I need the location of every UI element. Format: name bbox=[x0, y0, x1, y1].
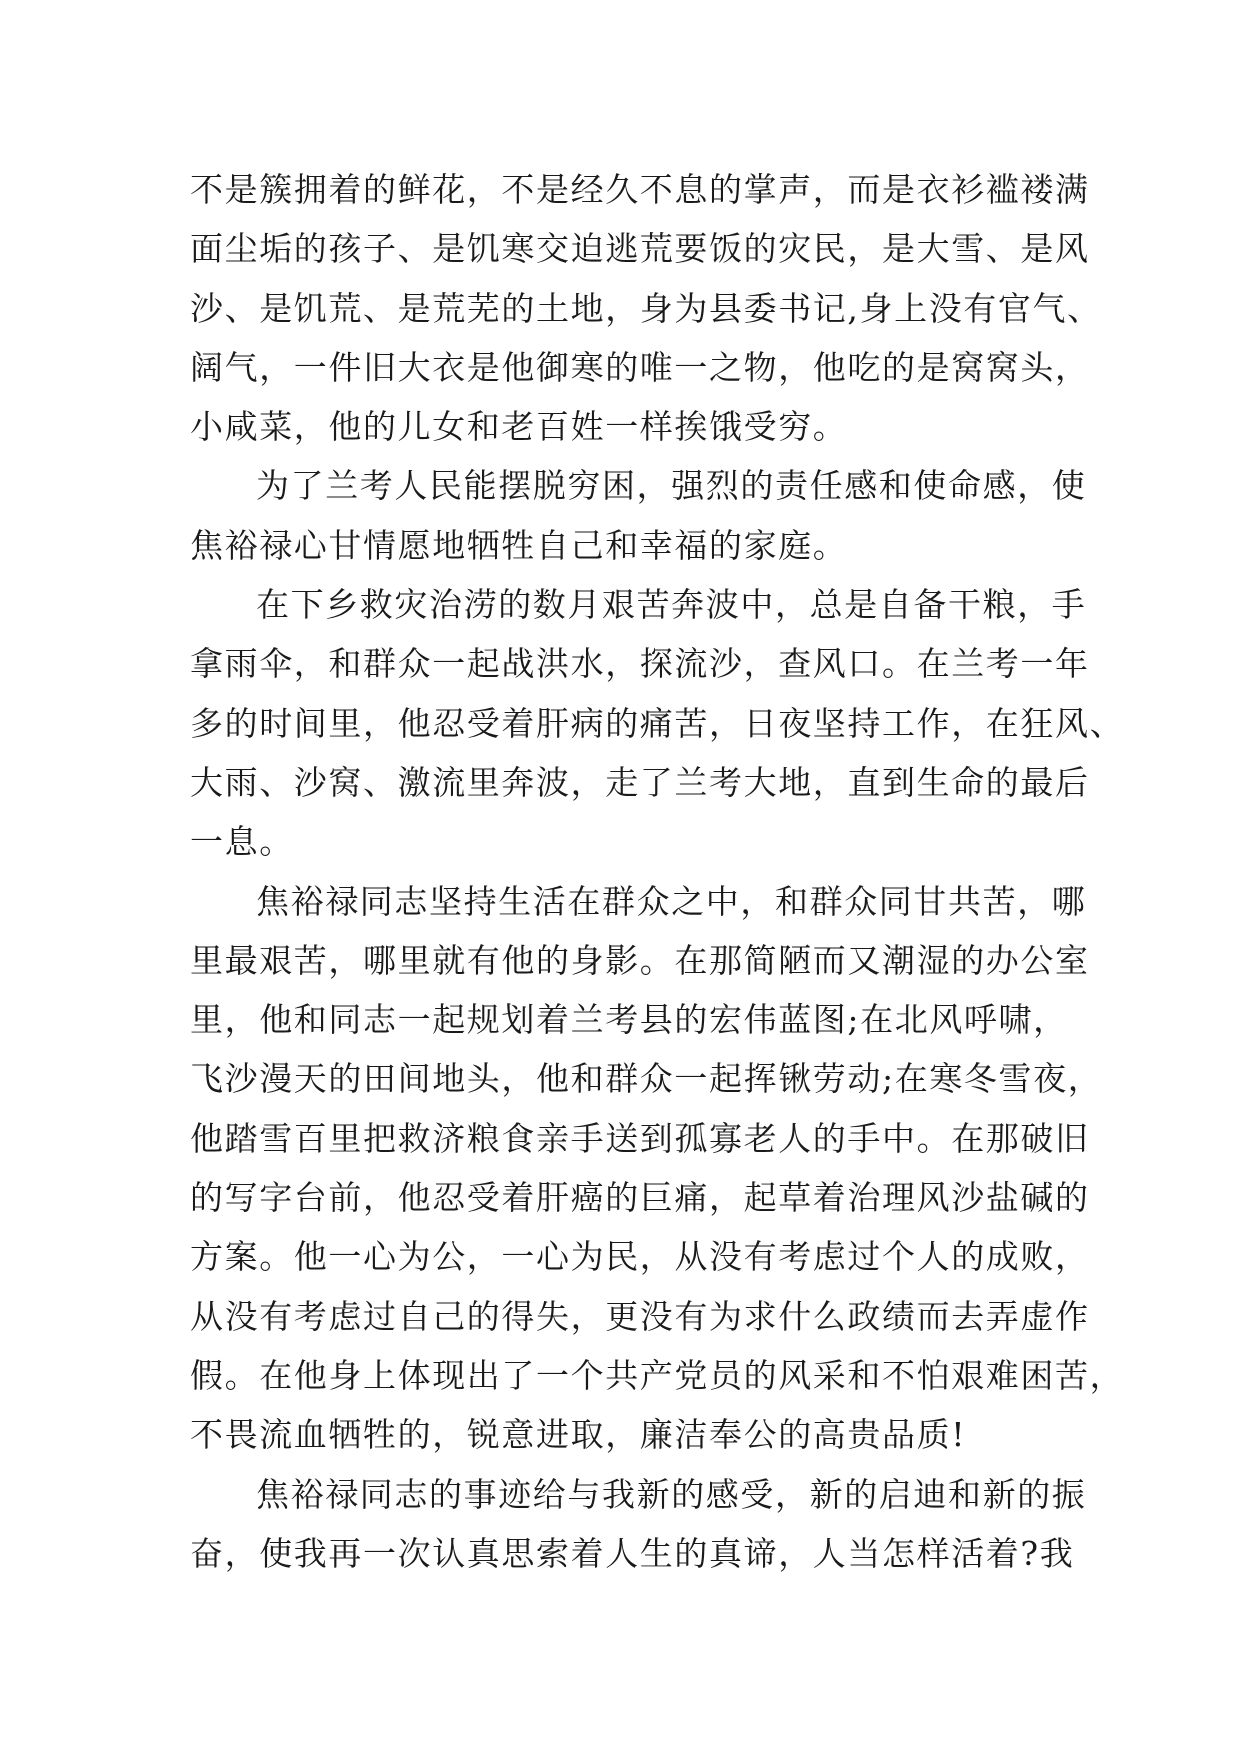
document-body bbox=[190, 160, 1125, 1583]
text-line: 的写字台前，他忍受着肝癌的巨痛，起草着治理风沙盐碱的 bbox=[190, 1178, 1090, 1218]
text-line: 奋，使我再一次认真思索着人生的真谛，人当怎样活着?我 bbox=[190, 1533, 1075, 1573]
text-line: 里，他和同志一起规划着兰考县的宏伟蓝图;在北风呼啸， bbox=[190, 1000, 1068, 1040]
text-line: 不畏流血牺牲的，锐意进取，廉洁奉公的高贵品质! bbox=[190, 1415, 967, 1455]
text-line: 他踏雪百里把救济粮食亲手送到孤寡老人的手中。在那破旧 bbox=[190, 1118, 1090, 1158]
text-line: 阔气，一件旧大衣是他御寒的唯一之物，他吃的是窝窝头， bbox=[190, 347, 1090, 387]
text-line: 假。在他身上体现出了一个共产党员的风采和不怕艰难困苦， bbox=[190, 1355, 1125, 1395]
text-line: 焦裕禄同志的事迹给与我新的感受，新的启迪和新的振 bbox=[256, 1474, 1087, 1514]
text-line: 飞沙漫天的田间地头，他和群众一起挥锹劳动;在寒冬雪夜， bbox=[190, 1059, 1103, 1099]
text-line: 焦裕禄同志坚持生活在群众之中，和群众同甘共苦，哪 bbox=[256, 881, 1087, 921]
text-line: 小咸菜，他的儿女和老百姓一样挨饿受穷。 bbox=[190, 407, 848, 447]
text-line: 沙、是饥荒、是荒芜的土地，身为县委书记,身上没有官气、 bbox=[190, 288, 1102, 328]
text-line: 大雨、沙窝、激流里奔波，走了兰考大地，直到生命的最后 bbox=[190, 762, 1090, 802]
text-line: 多的时间里，他忍受着肝病的痛苦，日夜坚持工作，在狂风、 bbox=[190, 703, 1125, 743]
text-line: 不是簇拥着的鲜花，不是经久不息的掌声，而是衣衫褴褛满 bbox=[190, 170, 1090, 209]
text-line: 从没有考虑过自己的得失，更没有为求什么政绩而去弄虚作 bbox=[190, 1296, 1090, 1336]
text-line: 为了兰考人民能摆脱穷困，强烈的责任感和使命感，使 bbox=[256, 466, 1087, 506]
text-line: 拿雨伞，和群众一起战洪水，探流沙，查风口。在兰考一年 bbox=[190, 644, 1090, 684]
text-line: 面尘垢的孩子、是饥寒交迫逃荒要饭的灾民，是大雪、是风 bbox=[190, 229, 1090, 269]
text-line: 里最艰苦，哪里就有他的身影。在那简陋而又潮湿的办公室 bbox=[190, 940, 1090, 980]
text-line: 一息。 bbox=[190, 822, 294, 862]
text-line: 焦裕禄心甘情愿地牺牲自己和幸福的家庭。 bbox=[190, 525, 848, 565]
text-line: 方案。他一心为公，一心为民，从没有考虑过个人的成败， bbox=[190, 1237, 1090, 1277]
text-line: 在下乡救灾治涝的数月艰苦奔波中，总是自备干粮，手 bbox=[256, 585, 1087, 625]
